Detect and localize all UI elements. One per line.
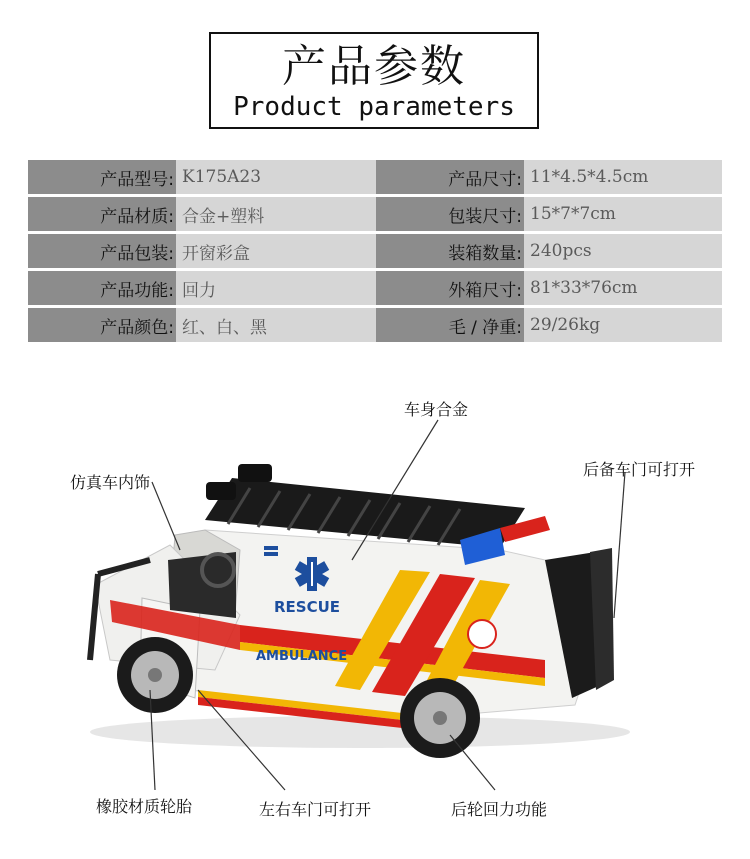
callout-rear-door: 后备车门可打开	[583, 460, 696, 479]
spec-label: 产品尺寸:	[376, 160, 524, 194]
callout-body: 车身合金	[404, 400, 469, 419]
spec-row	[28, 234, 722, 268]
spec-value: 开窗彩盒	[176, 234, 376, 268]
rear-wheel	[400, 678, 480, 758]
spec-row	[28, 308, 722, 342]
spec-value: 240pcs	[524, 234, 722, 268]
spec-label: 包装尺寸:	[376, 197, 524, 231]
spec-value: 29/26kg	[524, 308, 722, 342]
callout-tire: 橡胶材质轮胎	[96, 797, 193, 816]
page-subtitle: Product parameters	[233, 92, 515, 122]
callout-interior: 仿真车内饰	[70, 473, 151, 492]
spec-value: 15*7*7cm	[524, 197, 722, 231]
front-wheel	[117, 637, 193, 713]
spec-value: 11*4.5*4.5cm	[524, 160, 722, 194]
callout-pullback: 后轮回力功能	[451, 800, 548, 819]
spec-value: 红、白、黑	[176, 308, 376, 342]
cross-badge-icon	[468, 620, 496, 648]
spec-label: 产品材质:	[28, 197, 176, 231]
spec-row	[28, 197, 722, 231]
spec-value: K175A23	[176, 160, 376, 194]
ambulance-text: AMBULANCE	[256, 649, 348, 664]
title-box	[209, 32, 539, 129]
spec-label: 装箱数量:	[376, 234, 524, 268]
spec-label: 产品包装:	[28, 234, 176, 268]
spec-row	[28, 271, 722, 305]
page-title: 产品参数	[282, 41, 466, 92]
spec-value: 81*33*76cm	[524, 271, 722, 305]
spec-value: 合金+塑料	[176, 197, 376, 231]
spec-table	[28, 160, 722, 345]
spec-row	[28, 160, 722, 194]
spec-value: 回力	[176, 271, 376, 305]
spec-label: 产品颜色:	[28, 308, 176, 342]
spec-label: 外箱尺寸:	[376, 271, 524, 305]
spec-label: 毛 / 净重:	[376, 308, 524, 342]
ambulance-van-illustration	[0, 360, 750, 859]
spec-label: 产品功能:	[28, 271, 176, 305]
product-image-area	[0, 360, 750, 859]
spec-label: 产品型号:	[28, 160, 176, 194]
rescue-text: RESCUE	[274, 598, 341, 616]
callout-side-doors: 左右车门可打开	[259, 800, 372, 819]
